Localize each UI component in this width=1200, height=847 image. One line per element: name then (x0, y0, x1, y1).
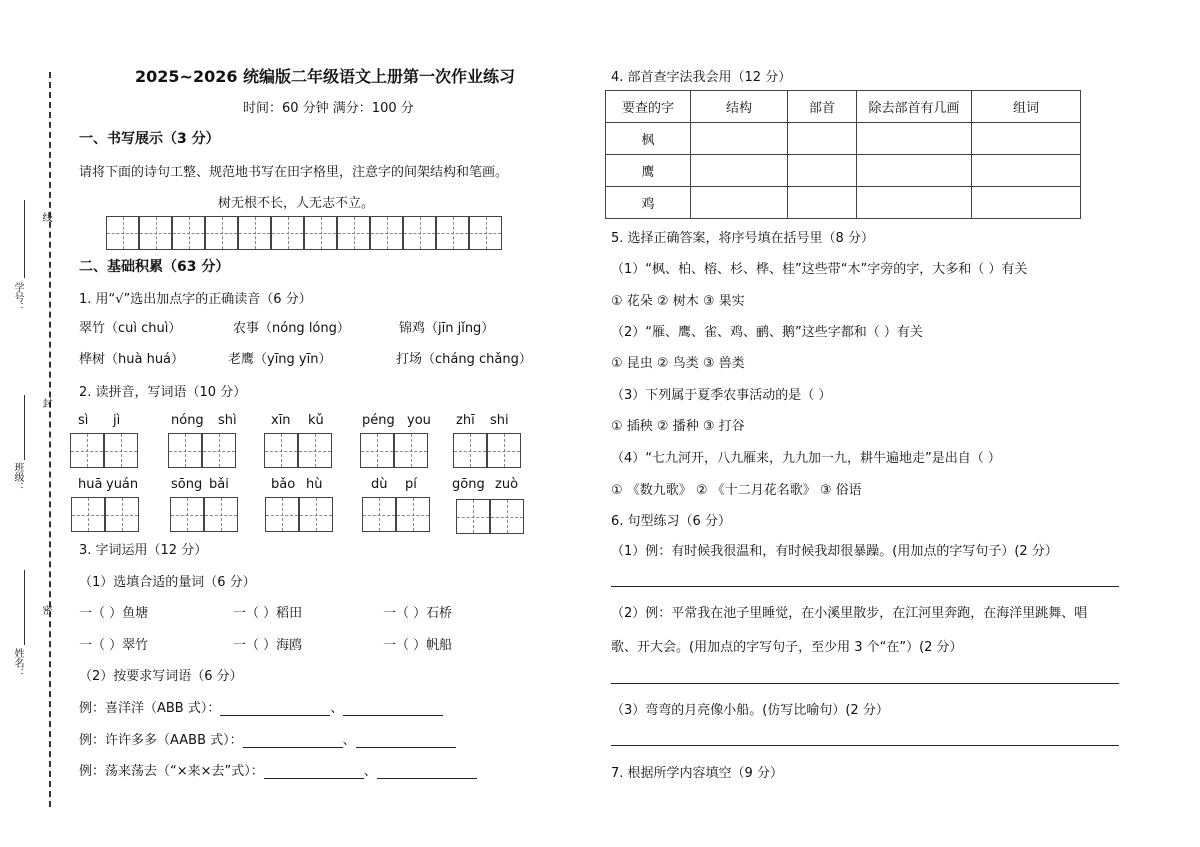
grid-cell[interactable] (168, 433, 202, 468)
answer-blank[interactable] (356, 747, 456, 748)
pinyin: zhī (456, 413, 475, 428)
q5-heading: 5. 选择正确答案，将序号填在括号里（8 分） (611, 231, 874, 246)
q5-2-question: （2）“雁、鹰、雀、鸡、鹂、鹅”这些字都和（ ）有关 (611, 325, 923, 340)
q5-1-question: （1）“枫、柏、榕、杉、桦、桂”这些带“木”字旁的字，大多和（ ）有关 (611, 262, 1028, 277)
page-subtitle: 时间：60 分钟 满分：100 分 (243, 101, 414, 116)
pinyin: sì (78, 413, 89, 428)
grid-cell[interactable] (170, 497, 204, 532)
pinyin: gōng (452, 477, 485, 492)
margin-label-mi: 密 (40, 605, 51, 615)
measure-word-item[interactable]: 一（ ）翠竹 (79, 638, 149, 653)
grid-cell[interactable] (70, 433, 104, 468)
margin-label-xingming: 姓名： (12, 648, 23, 678)
answer-line[interactable] (611, 586, 1119, 587)
word-example-1 (79, 697, 443, 716)
table-char: 枫 (606, 123, 691, 155)
q3-1-heading: （1）选填合适的量词（6 分） (79, 575, 256, 590)
q5-3-question: （3）下列属于夏季农事活动的是（ ） (611, 388, 832, 403)
margin-label-xuehao: 学号： (12, 282, 23, 312)
pinyin: pí (405, 477, 417, 492)
measure-word-item[interactable]: 一（ ）帆船 (383, 638, 453, 653)
q7-heading: 7. 根据所学内容填空（9 分） (611, 766, 783, 781)
q6-3-prompt: （3）弯弯的月亮像小船。(仿写比喻句）(2 分） (611, 703, 889, 718)
measure-word-item[interactable]: 一（ ）稻田 (233, 606, 303, 621)
separator: 、 (363, 764, 377, 779)
answer-line[interactable] (611, 745, 1119, 746)
pinyin: nóng (171, 413, 204, 428)
q6-1-prompt: （1）例：有时候我很温和，有时候我却很暴躁。(用加点的字写句子）(2 分） (611, 544, 1058, 559)
q1-item: 打场（cháng chǎng） (396, 352, 532, 367)
table-header-row (606, 91, 1081, 123)
q5-1-options[interactable]: ① 花朵 ② 树木 ③ 果实 (611, 294, 745, 309)
grid-cell[interactable] (396, 497, 430, 532)
q2-heading: 2. 读拼音，写词语（10 分） (79, 385, 247, 400)
pinyin: shì (218, 413, 237, 428)
section1-poem: 树无根不长，人无志不立。 (218, 196, 375, 211)
table-row (606, 187, 1081, 219)
grid-cell[interactable] (304, 216, 337, 250)
table-header: 部首 (788, 91, 857, 123)
table-char: 鹰 (606, 155, 691, 187)
table-cell[interactable] (857, 187, 972, 219)
grid-cell[interactable] (370, 216, 403, 250)
table-cell[interactable] (788, 187, 857, 219)
grid-cell[interactable] (403, 216, 436, 250)
grid-cell[interactable] (490, 499, 524, 534)
q1-item: 老鹰（yīng yīn） (228, 352, 332, 367)
pinyin: you (407, 413, 431, 428)
grid-cell[interactable] (487, 433, 521, 468)
q1-heading: 1. 用“√”选出加点字的正确读音（6 分） (79, 292, 312, 307)
poem-writing-grid[interactable] (106, 216, 502, 250)
table-cell[interactable] (691, 123, 788, 155)
section2-heading: 二、基础积累（63 分） (79, 259, 230, 275)
grid-cell[interactable] (337, 216, 370, 250)
word-writing-grid[interactable] (168, 433, 236, 468)
binding-dashed-line (49, 72, 51, 807)
q1-item: 锦鸡（jīn jǐng） (399, 321, 495, 336)
grid-cell[interactable] (394, 433, 428, 468)
answer-line[interactable] (611, 683, 1119, 684)
word-writing-grid[interactable] (456, 499, 524, 534)
grid-cell[interactable] (139, 216, 172, 250)
table-cell[interactable] (691, 155, 788, 187)
answer-blank[interactable] (377, 778, 477, 779)
table-cell[interactable] (788, 123, 857, 155)
q5-4-question: （4）“七九河开，八九雁来，九九加一九，耕牛遍地走”是出自（ ） (611, 451, 1001, 466)
separator: 、 (330, 701, 344, 716)
pinyin: huā (78, 477, 103, 492)
xingming-fill-line[interactable] (24, 570, 25, 645)
grid-cell[interactable] (238, 216, 271, 250)
table-row (606, 123, 1081, 155)
word-example-2 (79, 729, 456, 748)
pinyin: yuán (106, 477, 139, 492)
grid-cell[interactable] (453, 433, 487, 468)
grid-cell[interactable] (202, 433, 236, 468)
page-title: 2025~2026 统编版二年级语文上册第一次作业练习 (135, 67, 516, 86)
grid-cell[interactable] (469, 216, 502, 250)
xuehao-fill-line[interactable] (24, 200, 25, 278)
table-header: 要查的字 (606, 91, 691, 123)
grid-cell[interactable] (271, 216, 304, 250)
grid-cell[interactable] (71, 497, 105, 532)
pinyin: dù (371, 477, 388, 492)
margin-label-banji: 班级： (12, 462, 23, 492)
measure-word-item[interactable]: 一（ ）鱼塘 (79, 606, 149, 621)
word-example-3 (79, 760, 477, 779)
q5-3-options[interactable]: ① 插秧 ② 播种 ③ 打谷 (611, 419, 745, 434)
measure-word-item[interactable]: 一（ ）石桥 (383, 606, 453, 621)
table-cell[interactable] (857, 155, 972, 187)
q6-heading: 6. 句型练习（6 分） (611, 514, 731, 529)
q4-heading: 4. 部首查字法我会用（12 分） (611, 70, 792, 85)
word-writing-grid[interactable] (360, 433, 428, 468)
word-writing-grid[interactable] (362, 497, 430, 532)
grid-cell[interactable] (360, 433, 394, 468)
word-writing-grid[interactable] (453, 433, 521, 468)
grid-cell[interactable] (172, 216, 205, 250)
margin-label-xian: 线 (40, 212, 51, 222)
q6-2-prompt-cont: 歌、开大会。(用加点的字写句子，至少用 3 个“在”）(2 分） (611, 640, 963, 655)
table-cell[interactable] (788, 155, 857, 187)
grid-cell[interactable] (456, 499, 490, 534)
example-label: 例：喜洋洋（ABB 式）： (79, 701, 221, 716)
table-cell[interactable] (972, 123, 1081, 155)
table-cell[interactable] (857, 123, 972, 155)
pinyin: bǎi (209, 477, 229, 492)
q5-2-options[interactable]: ① 昆虫 ② 鸟类 ③ 兽类 (611, 356, 745, 371)
word-writing-grid[interactable] (265, 497, 333, 532)
q1-item: 翠竹（cuì chuì） (79, 321, 182, 336)
example-label: 例：许许多多（AABB 式）： (79, 733, 243, 748)
grid-cell[interactable] (362, 497, 396, 532)
grid-cell[interactable] (104, 433, 138, 468)
grid-cell[interactable] (298, 433, 332, 468)
q1-item: 农事（nóng lóng） (233, 321, 350, 336)
pinyin: jì (113, 413, 121, 428)
grid-cell[interactable] (204, 497, 238, 532)
margin-label-feng: 封 (40, 398, 51, 408)
grid-cell[interactable] (299, 497, 333, 532)
grid-cell[interactable] (264, 433, 298, 468)
q5-4-options[interactable]: ① 《数九歌》 ② 《十二月花名歌》 ③ 俗语 (611, 483, 862, 498)
word-writing-grid[interactable] (170, 497, 238, 532)
separator: 、 (342, 733, 356, 748)
answer-blank[interactable] (264, 778, 364, 779)
table-char: 鸡 (606, 187, 691, 219)
section1-instruction: 请将下面的诗句工整、规范地书写在田字格里，注意字的间架结构和笔画。 (79, 165, 509, 180)
radical-lookup-table (605, 90, 1081, 219)
table-header: 结构 (691, 91, 788, 123)
table-row (606, 155, 1081, 187)
pinyin: zuò (495, 477, 519, 492)
word-writing-grid[interactable] (264, 433, 332, 468)
q3-heading: 3. 字词运用（12 分） (79, 543, 208, 558)
q1-item: 桦树（huà huá） (79, 352, 185, 367)
answer-blank[interactable] (243, 747, 343, 748)
word-writing-grid[interactable] (71, 497, 139, 532)
answer-blank[interactable] (220, 715, 330, 716)
table-cell[interactable] (972, 155, 1081, 187)
pinyin: sōng (171, 477, 203, 492)
pinyin: xīn (271, 413, 291, 428)
table-cell[interactable] (972, 187, 1081, 219)
pinyin: bǎo (271, 477, 296, 492)
answer-blank[interactable] (343, 715, 443, 716)
grid-cell[interactable] (265, 497, 299, 532)
pinyin: péng (362, 413, 395, 428)
table-header: 除去部首有几画 (857, 91, 972, 123)
word-writing-grid[interactable] (70, 433, 138, 468)
pinyin: hù (306, 477, 323, 492)
measure-word-item[interactable]: 一（ ）海鸥 (233, 638, 303, 653)
pinyin: kǔ (308, 413, 324, 428)
grid-cell[interactable] (106, 216, 139, 250)
table-cell[interactable] (691, 187, 788, 219)
section1-heading: 一、书写展示（3 分） (79, 131, 220, 147)
q6-2-prompt: （2）例：平常我在池子里睡觉，在小溪里散步，在江河里奔跑，在海洋里跳舞、唱 (611, 606, 1088, 621)
banji-fill-line[interactable] (24, 395, 25, 460)
q3-2-heading: （2）按要求写词语（6 分） (79, 669, 243, 684)
grid-cell[interactable] (436, 216, 469, 250)
grid-cell[interactable] (205, 216, 238, 250)
table-header: 组词 (972, 91, 1081, 123)
example-label: 例：荡来荡去（“×来×去”式）： (79, 764, 264, 779)
pinyin: shi (490, 413, 509, 428)
grid-cell[interactable] (105, 497, 139, 532)
